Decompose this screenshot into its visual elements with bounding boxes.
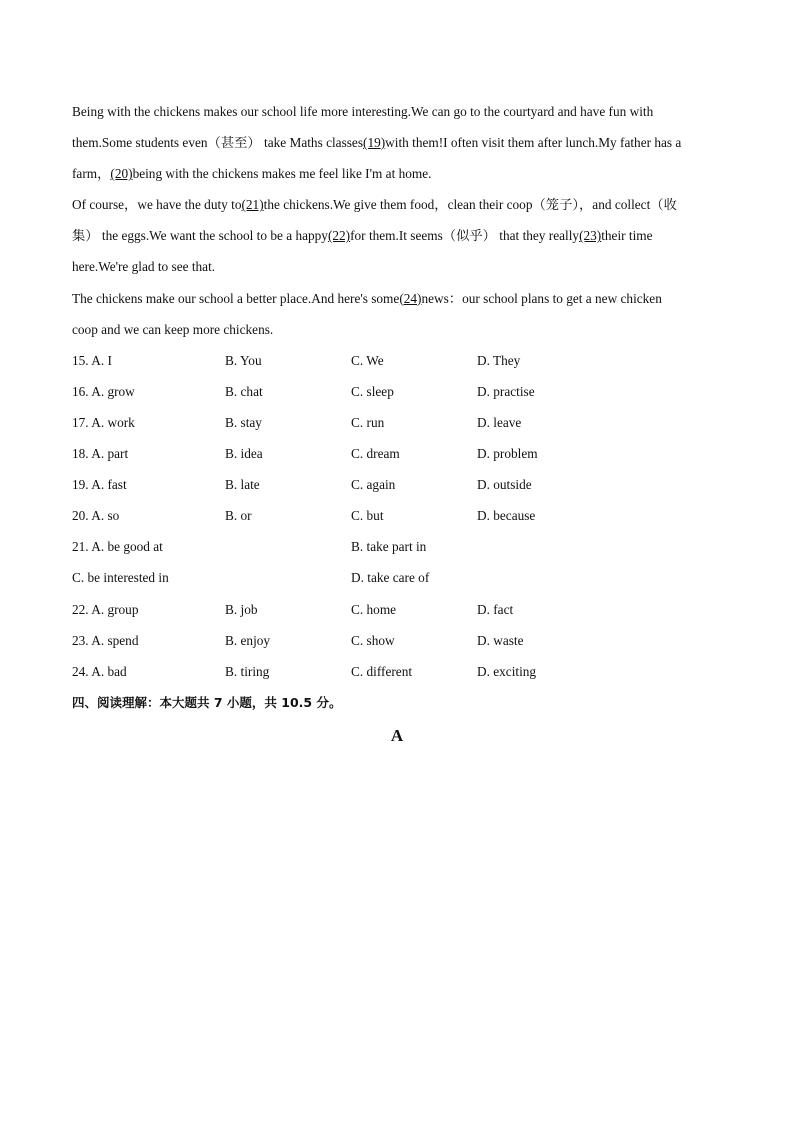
option-c: C. run	[351, 414, 385, 430]
option-b: B. late	[225, 477, 260, 493]
passage-text: The chickens make our school a better place.And here's some	[72, 290, 400, 306]
passage-text: 集） the eggs.We want the school to be a happy	[72, 228, 328, 244]
option-a: 17. A. work	[72, 414, 135, 430]
passage-line	[72, 283, 722, 314]
option-c: C. different	[351, 663, 413, 679]
question-row	[72, 438, 722, 469]
question-row	[72, 376, 722, 407]
passage-text: being with the chickens makes me feel like I'm at home.	[132, 166, 432, 182]
option-b: B. job	[225, 601, 258, 617]
passage-text: Of course，we have the duty to	[72, 197, 242, 213]
option-b: B. enjoy	[225, 632, 271, 648]
blank-22: (22)	[327, 228, 351, 244]
option-b: B. You	[225, 352, 262, 368]
option-b: B. take part in	[351, 539, 427, 555]
passage-line	[72, 96, 722, 127]
passage-line	[72, 189, 722, 220]
part-heading: A	[390, 725, 404, 745]
passage-text: their time	[601, 228, 653, 244]
question-row	[72, 469, 722, 500]
option-a: 22. A. group	[72, 601, 139, 617]
option-b: B. chat	[225, 383, 263, 399]
blank-24: (24)	[399, 290, 422, 306]
blank-21: (21)	[241, 197, 264, 213]
option-d: D. leave	[477, 414, 522, 430]
option-a: 24. A. bad	[72, 663, 127, 679]
option-d: D. They	[477, 352, 521, 368]
option-b: B. tiring	[225, 663, 270, 679]
option-b: B. or	[225, 508, 252, 524]
question-row	[72, 562, 722, 593]
passage-text: with them!I often visit them after lunch.My father has a	[385, 135, 682, 151]
passage-text: news：our school plans to get a new chicken	[421, 290, 662, 306]
question-row	[72, 656, 722, 687]
option-a: 16. A. grow	[72, 383, 135, 399]
option-b: B. idea	[225, 446, 263, 462]
passage-text: coop and we can keep more chickens.	[72, 321, 274, 337]
option-d: D. practise	[477, 383, 535, 399]
blank-23: (23)	[579, 228, 602, 244]
question-row	[72, 531, 722, 562]
option-c: C. be interested in	[72, 570, 169, 586]
worksheet-page	[72, 96, 722, 748]
option-d: D. waste	[477, 632, 524, 648]
passage-text: them.Some students even（甚至） take Maths classes	[72, 135, 364, 151]
passage-text: the chickens.We give them food，clean their coop（笼子），and collect（收	[263, 197, 677, 213]
option-c: C. sleep	[351, 383, 394, 399]
option-d: D. take care of	[351, 570, 430, 586]
question-row	[72, 625, 722, 656]
option-d: D. exciting	[477, 663, 537, 679]
option-d: D. outside	[477, 477, 532, 493]
option-c: C. We	[351, 352, 384, 368]
question-row	[72, 594, 722, 625]
option-c: C. again	[351, 477, 396, 493]
option-a: 15. A. I	[72, 352, 112, 368]
option-a: 21. A. be good at	[72, 539, 163, 555]
section-heading: 四、阅读理解：本大题共 7 小题，共 10.5 分。	[72, 694, 342, 710]
option-a: 23. A. spend	[72, 632, 139, 648]
question-row	[72, 500, 722, 531]
question-row	[72, 345, 722, 376]
passage-line	[72, 251, 722, 282]
option-b: B. stay	[225, 414, 262, 430]
blank-20: (20)	[110, 166, 133, 182]
option-a: 18. A. part	[72, 446, 129, 462]
option-a: 20. A. so	[72, 508, 120, 524]
option-c: C. home	[351, 601, 397, 617]
option-d: D. problem	[477, 446, 538, 462]
passage-text: for them.It seems（似乎） that they really	[350, 228, 580, 244]
option-c: C. but	[351, 508, 384, 524]
option-d: D. because	[477, 508, 536, 524]
option-d: D. fact	[477, 601, 514, 617]
passage-line	[72, 314, 722, 345]
passage-text: Being with the chickens makes our school life more interesting.We can go to the courtyard and have fun with	[72, 104, 654, 119]
passage-text: farm，	[72, 166, 111, 182]
passage-line	[72, 127, 722, 158]
blank-19: (19)	[363, 135, 386, 151]
option-c: C. show	[351, 632, 395, 648]
option-a: 19. A. fast	[72, 477, 127, 493]
option-c: C. dream	[351, 446, 400, 462]
passage-text: here.We're glad to see that.	[72, 259, 216, 275]
passage-line	[72, 158, 722, 189]
passage-line	[72, 220, 722, 251]
question-row	[72, 407, 722, 438]
